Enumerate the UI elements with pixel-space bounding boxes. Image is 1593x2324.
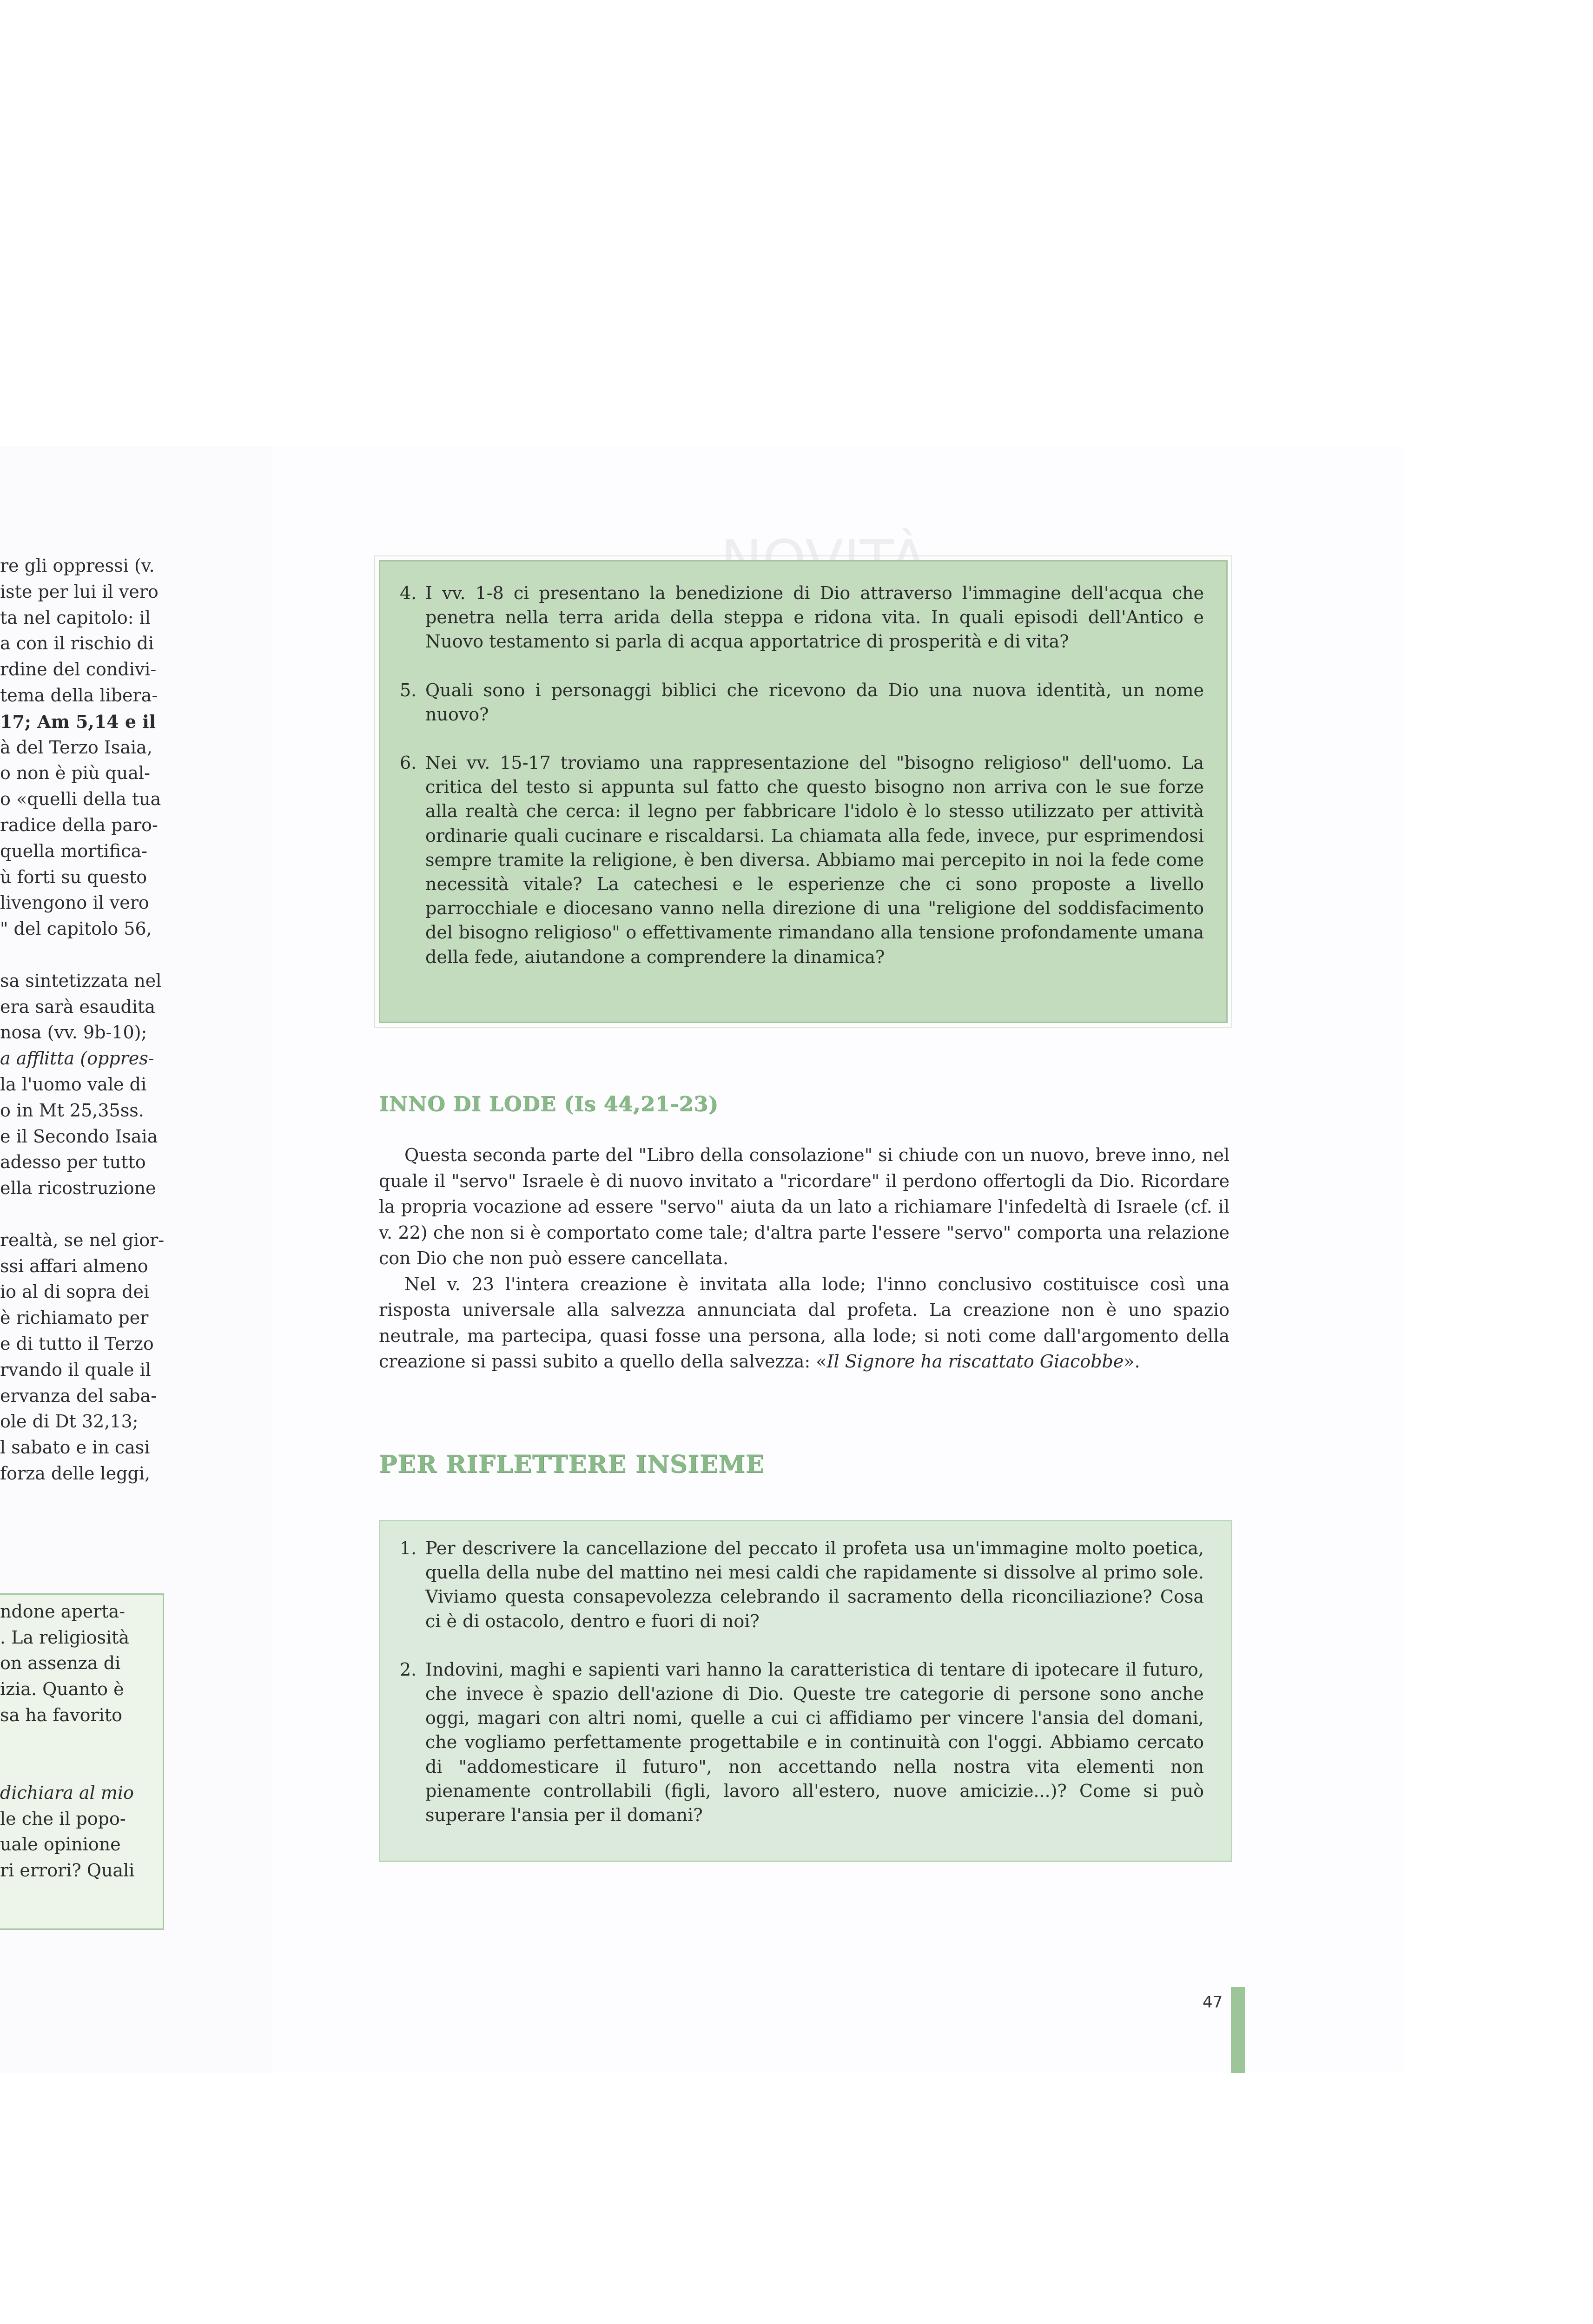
text-line: radice della paro- [0, 814, 158, 835]
text-line: ù forti su questo [0, 866, 147, 887]
question-item: 2. Indovini, maghi e sapienti vari hanno la caratteristica di tentare di ipotecare il futuro, che invece è spazio dell'azione di Dio. Queste tre categorie di persone sono anche oggi, magari con altri nomi, quelle a cui ci affidiamo per vincere l'ansia del domani, che vogliamo perfettamente progettabile e in continuità con l'oggi. Abbiamo cercato di "addomesticare il futuro", non accettando nella nostra vita elementi non pienamente controllabili (figli, lavoro all'estero, nuove amicizie...)? Come si può superare l'ansia per il domani? [400, 1659, 1204, 1826]
text-line: re gli oppressi (v. [0, 555, 155, 576]
question-list-bottom [400, 1536, 1204, 1851]
text-line: à del Terzo Isaia, [0, 737, 152, 758]
text-line: è richiamato per [0, 1307, 149, 1328]
text-line: l sabato e in casi [0, 1437, 150, 1458]
text-line: o non è più qual- [0, 763, 150, 784]
text-line: ella ricostruzione [0, 1178, 156, 1199]
left-box-text [0, 1599, 161, 1884]
left-column-text [0, 553, 163, 1487]
text-line: sa ha favorito [0, 1704, 122, 1725]
question-item: 1. Per descrivere la cancellazione del peccato il profeta usa un'immagine molto poetica, quella della nube del mattino nei mesi caldi che rapidamente si dissolve al primo sole. Viviamo questa consapevolezza celebrando il sacramento della riconciliazione? Cosa ci è di ostacolo, dentro e fuori di noi? [400, 1538, 1204, 1631]
text-line: iste per lui il vero [0, 581, 159, 602]
text-line: a con il rischio di [0, 633, 154, 654]
text-line: a afflitta (oppres- [0, 1048, 154, 1069]
text-line: ssi affari almeno [0, 1255, 148, 1276]
text-line [0, 1754, 161, 1780]
text-line: nosa (vv. 9b-10); [0, 1022, 147, 1043]
text-line: ri errori? Quali [0, 1860, 135, 1881]
text-line: forza delle leggi, [0, 1463, 151, 1484]
section-title-riflettere: PER RIFLETTERE INSIEME [379, 1450, 765, 1479]
text-line: 17; Am 5,14 e il [0, 711, 156, 732]
question-item: 6. Nei vv. 15-17 troviamo una rappresentazione del "bisogno religioso" dell'uomo. La critica del testo si appunta sul fatto che questo bisogno non arriva con le sue forze alla realtà che cerca: il legno per fabbricare l'idolo è lo stesso utilizzato per attività ordinarie quali cucinare e riscaldarsi. La chiamata alla fede, invece, pur esprimendosi sempre tramite la religione, è ben diversa. Abbiamo mai percepito in noi la fede come necessità vitale? La catechesi e le esperienze che ci sono proposte a livello parrocchiale e diocesano vanno nella direzione di una "religione del soddisfacimento del bisogno religioso" o effettivamente rimandano alla tensione profondamente umana della fede, aiutandone a comprendere la dinamica? [400, 753, 1204, 967]
question-item: 4. I vv. 1-8 ci presentano la benedizione di Dio attraverso l'immagine dell'acqua che penetra nella terra arida della steppa e ridona vita. In quali episodi dell'Antico e Nuovo testamento si parla di acqua apportatrice di prosperità e di vita? [400, 583, 1204, 652]
text-line: o in Mt 25,35ss. [0, 1100, 144, 1121]
text-line: . La religiosità [0, 1627, 130, 1648]
text-line: uale opinione [0, 1834, 121, 1855]
page-marker-bar [1231, 1987, 1245, 2073]
text-line: ndone aperta- [0, 1601, 126, 1622]
page-number: 47 [1203, 1993, 1223, 2012]
question-item: 5. Quali sono i personaggi biblici che ricevono da Dio una nuova identità, un nome nuovo? [400, 680, 1204, 725]
paragraph: Nel v. 23 l'intera creazione è invitata alla lode; l'inno conclusivo costituisce così una risposta universale alla salvezza annunciata dal profeta. La creazione non è uno spazio neutrale, ma partecipa, quasi fosse una persona, alla lode; si noti come dall'argomento della creazione si passi subito a quello della salvezza: «Il Signore ha riscattato Giacobbe». [379, 1274, 1229, 1372]
text-line: ervanza del saba- [0, 1385, 157, 1406]
question-list-top [400, 581, 1204, 993]
text-line: io al di sopra dei [0, 1281, 150, 1302]
text-line: tema della libera- [0, 685, 158, 706]
text-line: livengono il vero [0, 892, 149, 913]
text-line: le che il popo- [0, 1808, 126, 1829]
text-line: " del capitolo 56, [0, 918, 152, 939]
text-line: e di tutto il Terzo [0, 1333, 154, 1354]
text-line: rdine del condivi- [0, 659, 157, 680]
text-line: o «quelli della tua [0, 789, 161, 810]
text-line: izia. Quanto è [0, 1679, 124, 1700]
section-title-inno: INNO DI LODE (Is 44,21-23) [379, 1092, 719, 1116]
text-line: ta nel capitolo: il [0, 607, 151, 628]
body-text [379, 1142, 1229, 1375]
text-line [0, 1728, 161, 1754]
text-line: ole di Dt 32,13; [0, 1411, 139, 1432]
text-line: adesso per tutto [0, 1152, 146, 1173]
text-line: rvando il quale il [0, 1359, 151, 1380]
text-line: dichiara al mio [0, 1782, 134, 1803]
paragraph: Questa seconda parte del "Libro della consolazione" si chiude con un nuovo, breve inno, nel quale il "servo" Israele è di nuovo invitato a "ricordare" il perdono offertogli da Dio. Ricordare la propria vocazione ad essere "servo" aiuta da un lato a richiamare l'infedeltà di Israele (cf. il v. 22) che non si è comportato come tale; d'altra parte l'essere "servo" comporta una relazione con Dio che non può essere cancellata. [379, 1145, 1229, 1268]
text-line: e il Secondo Isaia [0, 1126, 158, 1147]
text-line: quella mortifica- [0, 840, 147, 861]
text-line: era sarà esaudita [0, 996, 155, 1017]
text-line: la l'uomo vale di [0, 1074, 147, 1095]
text-line: sa sintetizzata nel [0, 970, 162, 991]
text-line: realtà, se nel gior- [0, 1229, 165, 1250]
text-line: on assenza di [0, 1653, 121, 1674]
